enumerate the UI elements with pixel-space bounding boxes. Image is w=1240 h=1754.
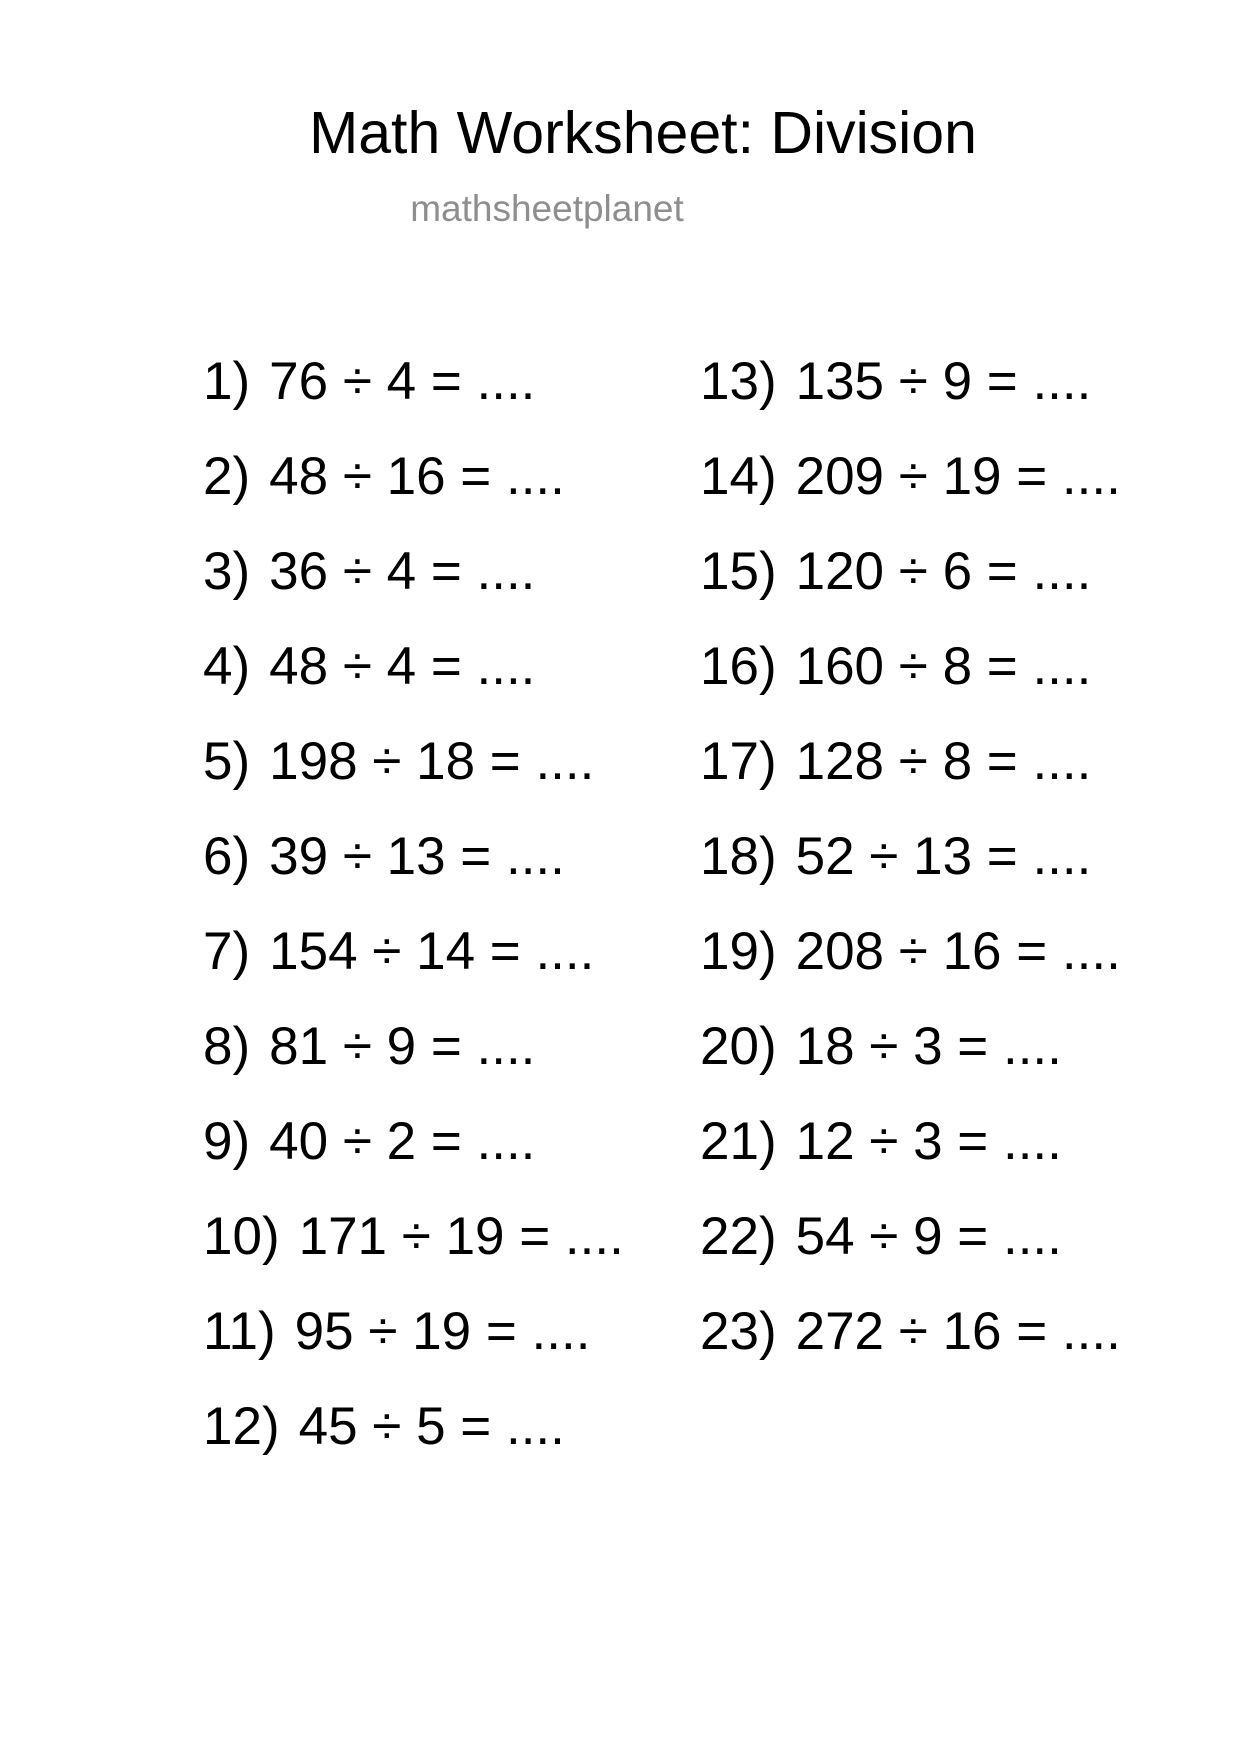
page-title: Math Worksheet: Division bbox=[309, 100, 977, 166]
problem-row bbox=[700, 1302, 1121, 1361]
problem-row bbox=[203, 1207, 624, 1266]
problem-number: 14) bbox=[700, 447, 777, 506]
problem-row bbox=[203, 1302, 624, 1361]
problem-number: 3) bbox=[203, 542, 251, 601]
problem-expression: 272 ÷ 16 = .... bbox=[795, 1302, 1121, 1361]
problems-column-right bbox=[700, 352, 1121, 1400]
problem-row bbox=[203, 447, 624, 506]
problem-expression: 208 ÷ 16 = .... bbox=[795, 922, 1121, 981]
problem-expression: 36 ÷ 4 = .... bbox=[269, 542, 536, 601]
problem-row bbox=[700, 1017, 1121, 1076]
page-subtitle: mathsheetplanet bbox=[410, 188, 684, 229]
problem-expression: 81 ÷ 9 = .... bbox=[269, 1017, 536, 1076]
problem-expression: 160 ÷ 8 = .... bbox=[795, 637, 1092, 696]
problem-expression: 12 ÷ 3 = .... bbox=[795, 1112, 1062, 1171]
problem-expression: 135 ÷ 9 = .... bbox=[795, 352, 1092, 411]
problem-row bbox=[700, 732, 1121, 791]
problem-row bbox=[203, 1017, 624, 1076]
problem-expression: 128 ÷ 8 = .... bbox=[795, 732, 1092, 791]
problem-row bbox=[203, 352, 624, 411]
problem-row bbox=[203, 922, 624, 981]
problem-number: 17) bbox=[700, 732, 777, 791]
problem-number: 4) bbox=[203, 637, 251, 696]
problem-number: 2) bbox=[203, 447, 251, 506]
problem-expression: 120 ÷ 6 = .... bbox=[795, 542, 1092, 601]
problem-expression: 40 ÷ 2 = .... bbox=[269, 1112, 536, 1171]
problem-expression: 39 ÷ 13 = .... bbox=[269, 827, 565, 886]
problem-expression: 76 ÷ 4 = .... bbox=[269, 352, 536, 411]
problem-number: 9) bbox=[203, 1112, 251, 1171]
problem-number: 16) bbox=[700, 637, 777, 696]
problem-expression: 48 ÷ 4 = .... bbox=[269, 637, 536, 696]
problem-number: 12) bbox=[203, 1397, 280, 1456]
problem-number: 22) bbox=[700, 1207, 777, 1266]
problem-expression: 171 ÷ 19 = .... bbox=[298, 1207, 624, 1266]
problem-expression: 209 ÷ 19 = .... bbox=[795, 447, 1121, 506]
problem-row bbox=[700, 827, 1121, 886]
problem-row bbox=[203, 827, 624, 886]
problem-row bbox=[700, 447, 1121, 506]
problem-number: 23) bbox=[700, 1302, 777, 1361]
problem-number: 13) bbox=[700, 352, 777, 411]
problems-column-left bbox=[203, 352, 624, 1495]
problem-row bbox=[700, 1112, 1121, 1171]
problem-number: 7) bbox=[203, 922, 251, 981]
problem-expression: 18 ÷ 3 = .... bbox=[795, 1017, 1062, 1076]
problem-row bbox=[700, 542, 1121, 601]
problem-row bbox=[203, 1397, 624, 1456]
problem-number: 5) bbox=[203, 732, 251, 791]
problem-number: 21) bbox=[700, 1112, 777, 1171]
problem-row bbox=[203, 732, 624, 791]
problem-row bbox=[700, 352, 1121, 411]
problem-number: 19) bbox=[700, 922, 777, 981]
problem-expression: 48 ÷ 16 = .... bbox=[269, 447, 565, 506]
problem-number: 18) bbox=[700, 827, 777, 886]
problem-expression: 52 ÷ 13 = .... bbox=[795, 827, 1092, 886]
problem-number: 10) bbox=[203, 1207, 280, 1266]
problem-row bbox=[203, 1112, 624, 1171]
problem-number: 11) bbox=[203, 1302, 276, 1361]
problem-number: 20) bbox=[700, 1017, 777, 1076]
problem-expression: 95 ÷ 19 = .... bbox=[294, 1302, 591, 1361]
problem-expression: 54 ÷ 9 = .... bbox=[795, 1207, 1062, 1266]
problem-expression: 45 ÷ 5 = .... bbox=[298, 1397, 565, 1456]
problem-number: 15) bbox=[700, 542, 777, 601]
problem-number: 6) bbox=[203, 827, 251, 886]
problem-number: 8) bbox=[203, 1017, 251, 1076]
problem-row bbox=[700, 637, 1121, 696]
problem-row bbox=[700, 1207, 1121, 1266]
problem-row bbox=[700, 922, 1121, 981]
problem-row bbox=[203, 542, 624, 601]
problem-expression: 198 ÷ 18 = .... bbox=[269, 732, 595, 791]
problem-expression: 154 ÷ 14 = .... bbox=[269, 922, 595, 981]
problem-row bbox=[203, 637, 624, 696]
problem-number: 1) bbox=[203, 352, 251, 411]
